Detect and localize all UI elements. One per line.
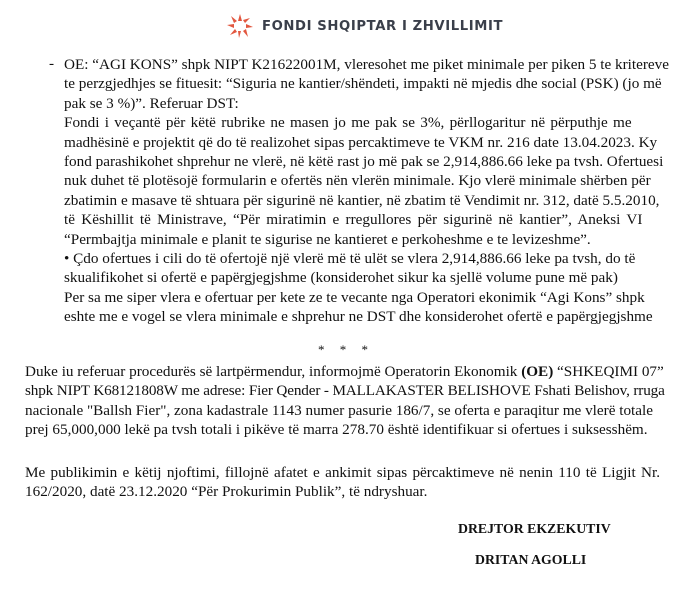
section-separator: * * * [318,342,374,357]
text-line: OE: “AGI KONS” shpk NIPT K21622001M, vleresohet me piket minimale per piken 5 te kritereve [64,56,669,73]
text-line: skualifikohet si ofertë e papërgjegjshme (konsiderohet sikur ka sjellë volume pune më pak) [64,269,618,287]
starburst-logo-icon [226,13,254,39]
text-line: nacionale "Ballsh Fier", zona kadastrale 1143 numer pasurie 186/7, se oferta e paraqitur me vlerë totale [25,401,653,419]
text-line: pak se 3 %)”. Referuar DST: [64,94,239,112]
brand-name: FONDI SHQIPTAR I ZHVILLIMIT [262,18,504,34]
winner-section [25,362,665,440]
text-line: nuk duhet të plotësojë formularin e ofertës nën vlerën minimale. Kjo vlerë minimale shërben për [64,172,651,190]
text-line: zbatimin e masave të shtuara për sigurinë në kantier, në zbatim të Vendimit nr. 312, datë 5.5.2010, [64,191,660,209]
text-line: Me publikimin e këtij njoftimi, fillojnë afatet e ankimit sipas përcaktimeve në nenin 110 të Ligjit Nr. [25,464,661,481]
list-bullet: - [49,55,55,72]
evaluation-section [64,55,684,327]
text-line: të Këshillit të Ministrave, “Për miratimin e rregullores për sigurinë në kantier”, Aneksi VI [64,211,643,229]
header [226,13,503,39]
text-line: prej 65,000,000 lekë pa tvsh totali i pikëve të marra 278.70 është identifikuar si ofertues i suksesshëm. [25,421,648,439]
text-line [25,362,665,381]
text-line: fond parashikohet shprehur ne vlerë, në këtë rast jo më pak se 2,914,886.66 leke pa tvsh. Ofertuesi [64,153,664,171]
text-line: “Permbajtja minimale e planit te sigurise ne kantieret e perkoheshme e te levizeshme”. [64,230,591,248]
text-line: Fondi i veçantë për këtë rubrike ne masen jo me pak se 3%, përllogaritur në përputhje me [64,114,632,132]
appeal-section [25,463,665,502]
text-line: Per sa me siper vlera e ofertuar per kete ze te vecante nga Operatori ekonimik “Agi Kons” shpk [64,288,645,306]
text-line: 162/2020, datë 23.12.2020 “Për Prokurimin Publik”, të ndryshuar. [25,483,428,501]
signature-title: DREJTOR EKZEKUTIV [458,521,611,536]
text-line: te perzgjedhjes se fituesit: “Siguria ne kantier/shëndeti, impakti në mjedis dhe social (PSK) (jo më [64,75,662,93]
signature-name: DRITAN AGOLLI [475,552,587,567]
text-line: madhësinë e projektit që do të realizohet sipas percaktimeve te VKM nr. 216 date 13.04.2023. Ky [64,133,658,151]
bold-text: (OE) [521,363,554,380]
text-line: eshte me e vogel se vlera minimale e shprehur ne DST dhe konsiderohet ofertë e papërgjegjshme [64,308,653,326]
text-line: • Çdo ofertues i cili do të ofertojë një vlerë më të ulët se vlera 2,914,886.66 leke pa tvsh, do të [64,250,636,268]
text-segment: “SHKEQIMI 07” [553,363,664,380]
text-segment: Duke iu referuar procedurës së lartpërmendur, informojmë Operatorin Ekonomik [25,363,522,380]
text-line: shpk NIPT K68121808W me adrese: Fier Qender - MALLAKASTER BELISHOVE Fshati Belishov, rruga [25,382,665,400]
